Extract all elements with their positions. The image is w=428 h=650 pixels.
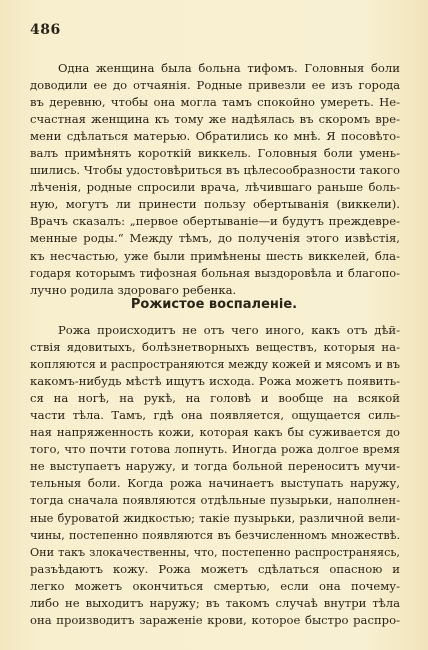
text-line: шились. Чтобы удостовѣриться въ цѣлесообразности такого (30, 163, 400, 178)
text-line: Рожа происходитъ не отъ чего иного, какъ отъ дѣй- (58, 323, 400, 337)
text-line: она производитъ зараженіе крови, которое быстро распро- (30, 612, 400, 627)
text-line: Врачъ сказалъ: „первое обертываніе—и будутъ преждевре- (30, 214, 400, 229)
text-line: мени сдѣлаться матерью. Обратились ко мнѣ. Я посовѣто- (30, 129, 400, 144)
page-number: 486 (30, 22, 61, 38)
text-line: тельныя боли. Когда рожа начинаетъ выступать наружу, (30, 476, 400, 491)
paragraph-typhus-case (30, 60, 400, 299)
text-line: менные роды.“ Между тѣмъ, до полученія этого извѣстія, (30, 231, 400, 246)
text-line: легко можетъ окончиться смертью, если она почему- (30, 578, 400, 593)
text-line: доводили ее до отчаянія. Родные привезли ее изъ города (30, 78, 400, 93)
text-line: Они такъ злокачественны, что, постепенно распространяясь, (30, 545, 400, 559)
text-line: копляются и распространяются между кожей и мясомъ и въ (30, 357, 400, 372)
text-line: ная напряженность кожи, которая какъ бы суживается до (30, 425, 400, 440)
text-line: разъѣдаютъ кожу. Рожа можетъ сдѣлаться опасною и (30, 561, 400, 576)
text-line: ствія ядовитыхъ, болѣзнетворныхъ веществъ, которыя на- (30, 340, 400, 355)
text-line: либо не выходитъ наружу; въ такомъ случаѣ внутри тѣла (30, 595, 400, 610)
text-line: счастная женщина къ тому же надѣялась въ скоромъ вре- (30, 112, 400, 127)
text-line: какомъ-нибудь мѣстѣ ищутъ исхода. Рожа можетъ появить- (30, 374, 400, 389)
text-line: ся на ногѣ, на рукѣ, на головѣ и вообще на всякой (30, 391, 400, 406)
text-line: ную, могутъ ли принести пользу обертыванія (виккели). (30, 197, 400, 212)
text-line: не выступаетъ наружу, и тогда больной переноситъ мучи- (30, 459, 400, 474)
text-line: чины, постепенно появляются въ безчисленномъ множествѣ. (30, 528, 400, 542)
text-line: валъ примѣнять короткій виккель. Головныя боли умень- (30, 146, 400, 161)
text-line: въ деревню, чтобы она могла тамъ спокойно умереть. Не- (30, 95, 400, 110)
text-line: ные буроватой жидкостью; такіе пузырьки, различной вели- (30, 510, 400, 525)
text-line: годаря которымъ тифозная больная выздоровѣла и благопо- (30, 265, 400, 280)
text-line: тогда сначала появляются отдѣльные пузырьки, наполнен- (30, 493, 400, 508)
paragraph-erysipelas (30, 322, 400, 629)
text-line: Одна женщина была больна тифомъ. Головныя боли (58, 61, 400, 75)
text-line: лучно родила здороваго ребенка. (30, 282, 237, 297)
text-line: того, что почти готова лопнуть. Иногда рожа долгое время (30, 442, 400, 457)
section-heading: Рожистое воспаленіе. (130, 297, 298, 312)
text-line: лѣченія, родные спросили врача, лѣчившаго раньше боль- (30, 180, 400, 195)
text-line: части тѣла. Тамъ, гдѣ она появляется, ощущается силь- (30, 408, 400, 423)
text-line: къ несчастью, уже были примѣнены шесть виккелей, бла- (30, 248, 400, 263)
